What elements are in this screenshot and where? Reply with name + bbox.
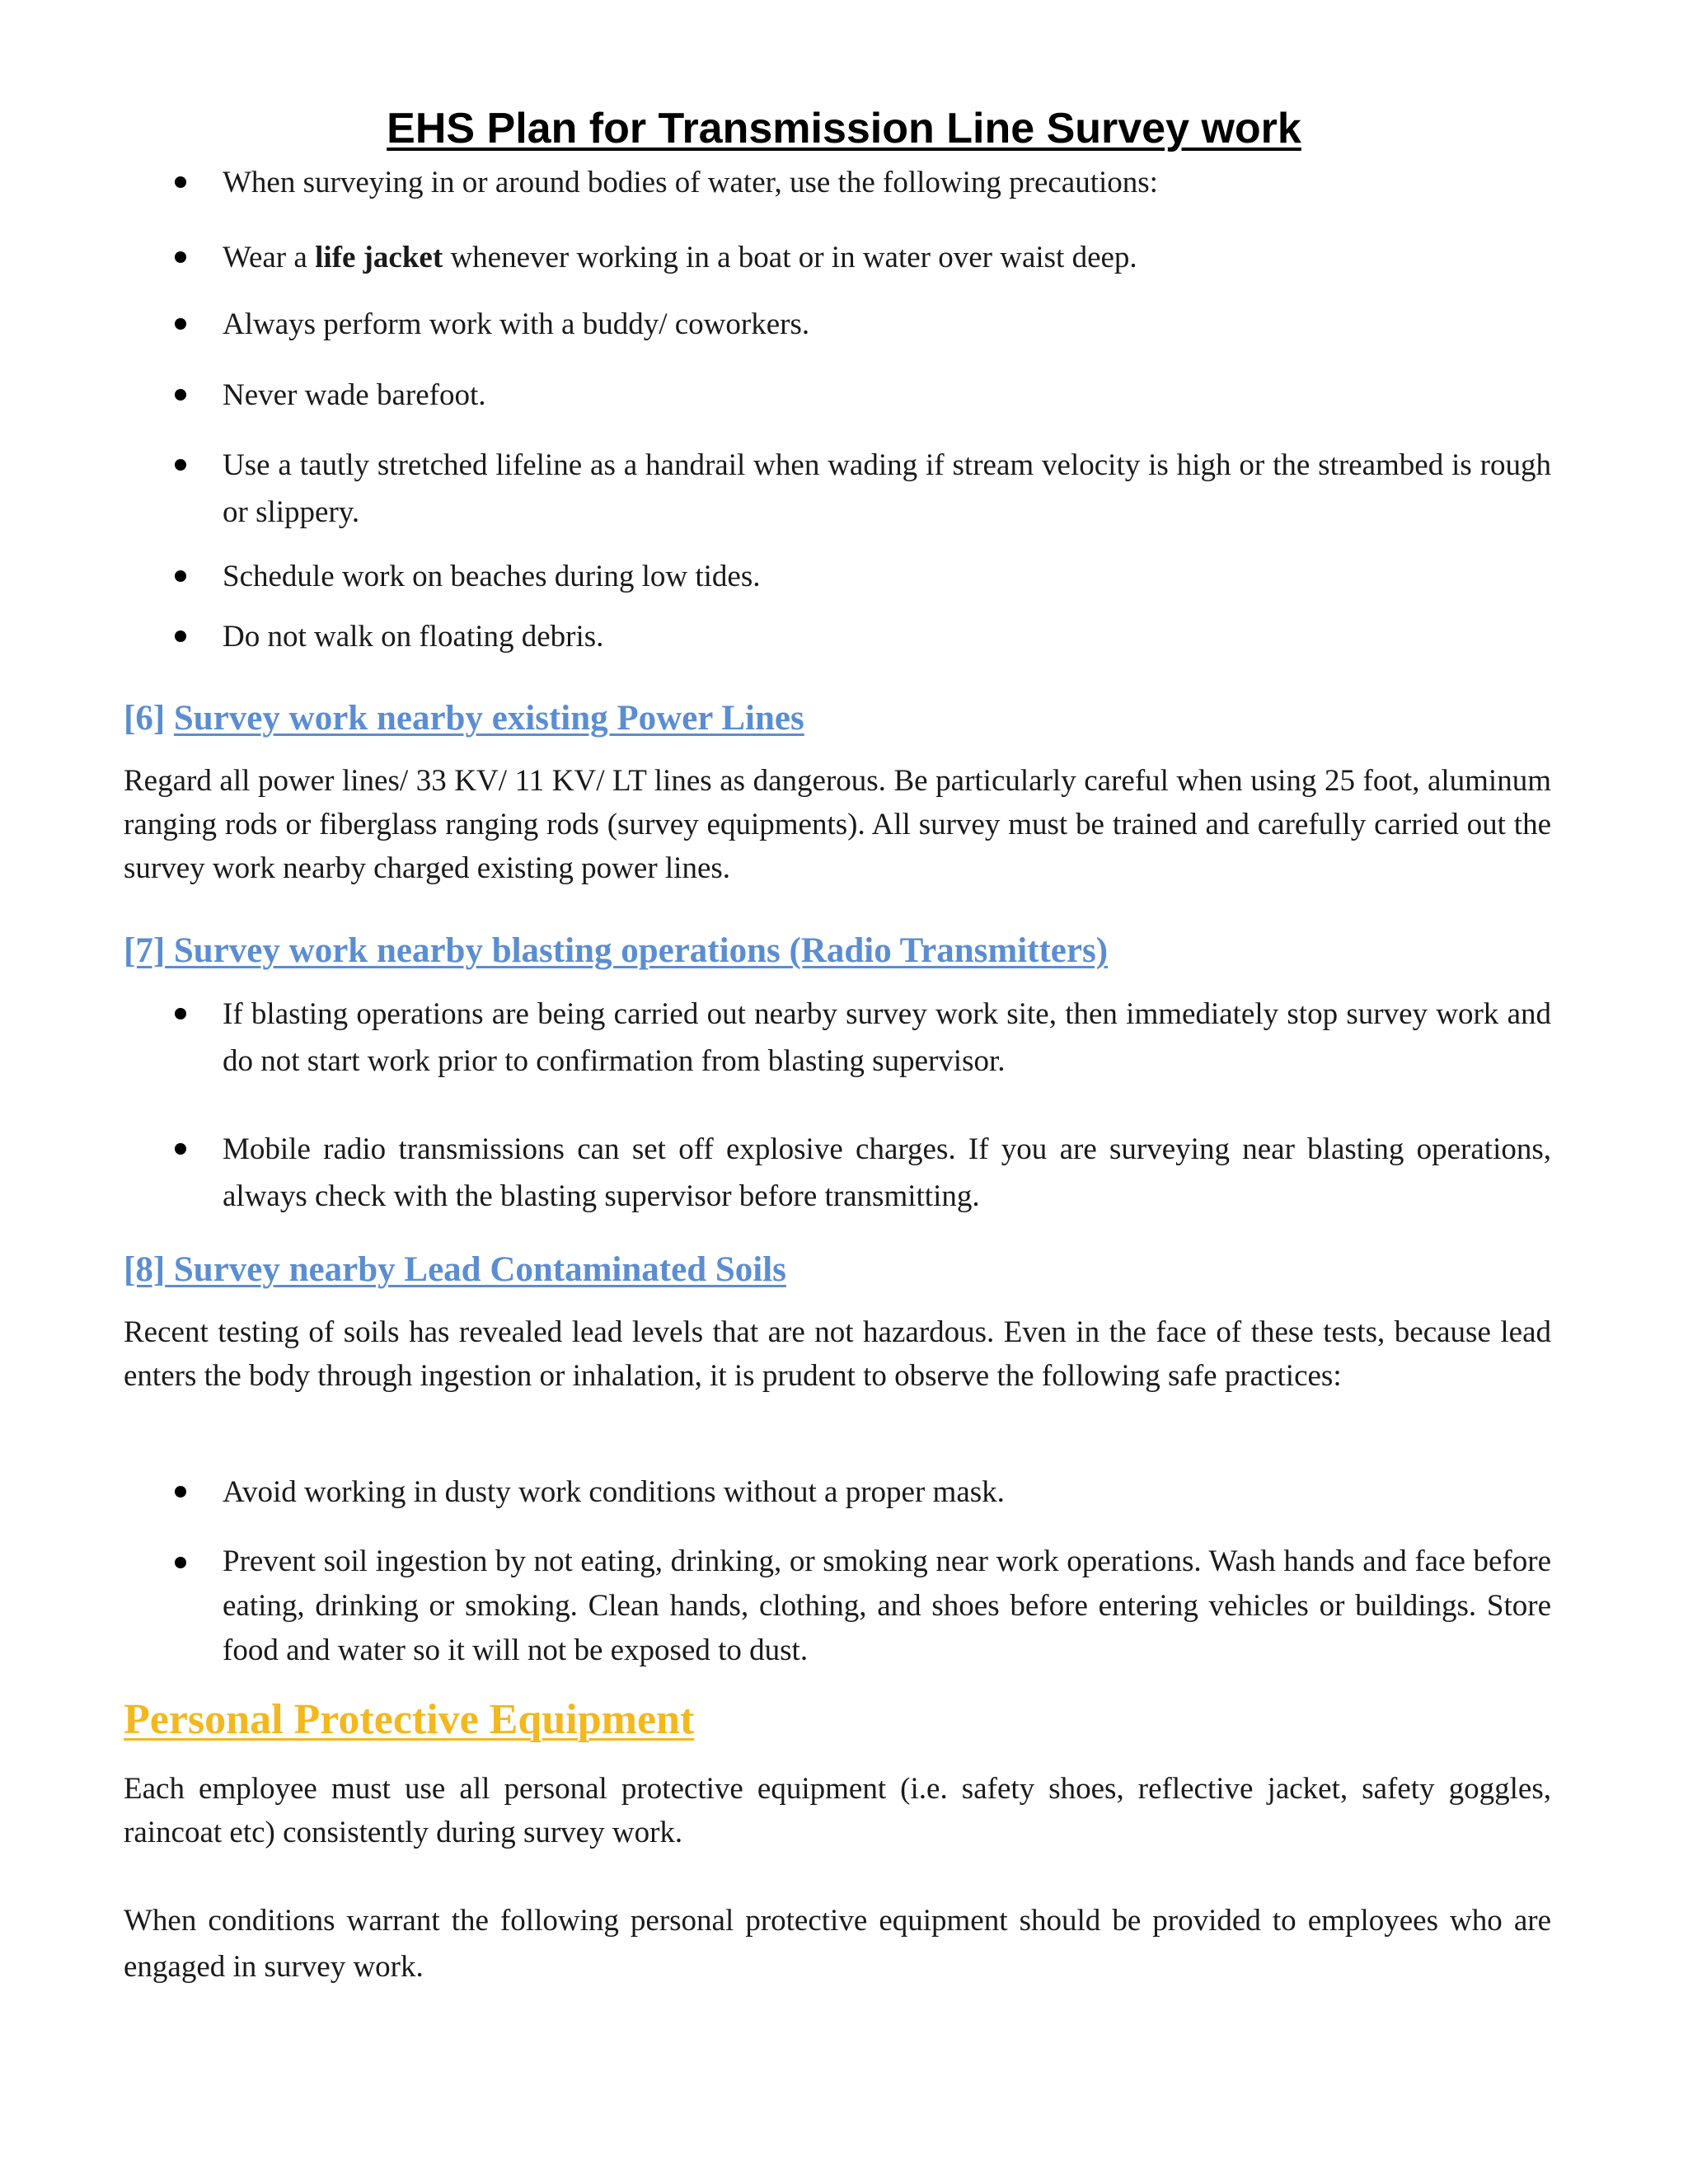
list-item: Schedule work on beaches during low tides. [223, 560, 761, 593]
section-8-heading [124, 1245, 786, 1295]
list-item: Always perform work with a buddy/ coworkers. [223, 307, 810, 341]
section-number: [7] [124, 931, 166, 970]
ppe-paragraph: When conditions warrant the following personal protective equipment should be provided to employees who are engaged in survey work. [124, 1904, 1551, 1984]
bullet-icon [175, 630, 186, 642]
section-title: Survey nearby Lead Contaminated Soils [173, 1250, 786, 1289]
bullet-icon [175, 459, 186, 471]
bullet-icon [175, 318, 186, 330]
section-6-body: Regard all power lines/ 33 KV/ 11 KV/ LT lines as dangerous. Be particularly careful when using 25 foot, aluminum ranging rods or fiberglass ranging rods (survey equipments). All survey must be trained and carefully carried out the survey work nearby charged existing power lines. [124, 764, 1551, 885]
bullet-icon [175, 251, 186, 263]
section-number: [8] [124, 1250, 166, 1289]
section-8-body: Recent testing of soils has revealed lead levels that are not hazardous. Even in the face of these tests, because lead enters the body through ingestion or inhalation, it is prudent to observe the following safe practices: [124, 1315, 1551, 1393]
list-item: When surveying in or around bodies of water, use the following precautions: [223, 166, 1158, 199]
bullet-icon [175, 389, 186, 401]
bullet-icon [175, 1143, 186, 1155]
list-item: If blasting operations are being carried out nearby survey work site, then immediately stop survey work and do not start work prior to confirmation from blasting supervisor. [223, 997, 1551, 1078]
list-item: Mobile radio transmissions can set off explosive charges. If you are surveying near blasting operations, always check with the blasting supervisor before transmitting. [223, 1132, 1551, 1213]
list-item-text: Wear a [223, 241, 316, 274]
list-item-life-jacket [223, 234, 1551, 281]
section-6-heading [124, 694, 804, 743]
emphasis-text: life jacket [315, 241, 443, 274]
ppe-heading: Personal Protective Equipment [124, 1696, 695, 1743]
bullet-icon [175, 570, 186, 582]
list-item: Use a tautly stretched lifeline as a handrail when wading if stream velocity is high or the streambed is rough or slippery. [223, 448, 1551, 529]
section-title: Survey work nearby blasting operations (Radio Transmitters) [173, 931, 1109, 970]
section-number: [6] [124, 699, 166, 738]
document-title: EHS Plan for Transmission Line Survey work [387, 105, 1301, 152]
section-7-heading [124, 926, 1108, 976]
bullet-icon [175, 1008, 186, 1019]
list-item: Never wade barefoot. [223, 378, 486, 412]
list-item: Do not walk on floating debris. [223, 620, 604, 654]
section-title: Survey work nearby existing Power Lines [173, 699, 804, 738]
section-title-spacer [165, 1250, 174, 1289]
list-item: Prevent soil ingestion by not eating, drinking, or smoking near work operations. Wash hands and face before eating, drinking or smoking. Clean hands, clothing, and shoes before entering vehicles or buildings. Store food and water so it will not be exposed to dust. [223, 1544, 1551, 1667]
ppe-paragraph: Each employee must use all personal protective equipment (i.e. safety shoes, reflective jacket, safety goggles, raincoat etc) consistently during survey work. [124, 1772, 1551, 1849]
list-item-text: whenever working in a boat or in water over waist deep. [443, 241, 1137, 274]
bullet-icon [175, 1557, 186, 1568]
list-item: Avoid working in dusty work conditions without a proper mask. [223, 1475, 1005, 1509]
bullet-icon [175, 1486, 186, 1497]
section-title-spacer [165, 931, 174, 970]
bullet-icon [175, 176, 186, 188]
